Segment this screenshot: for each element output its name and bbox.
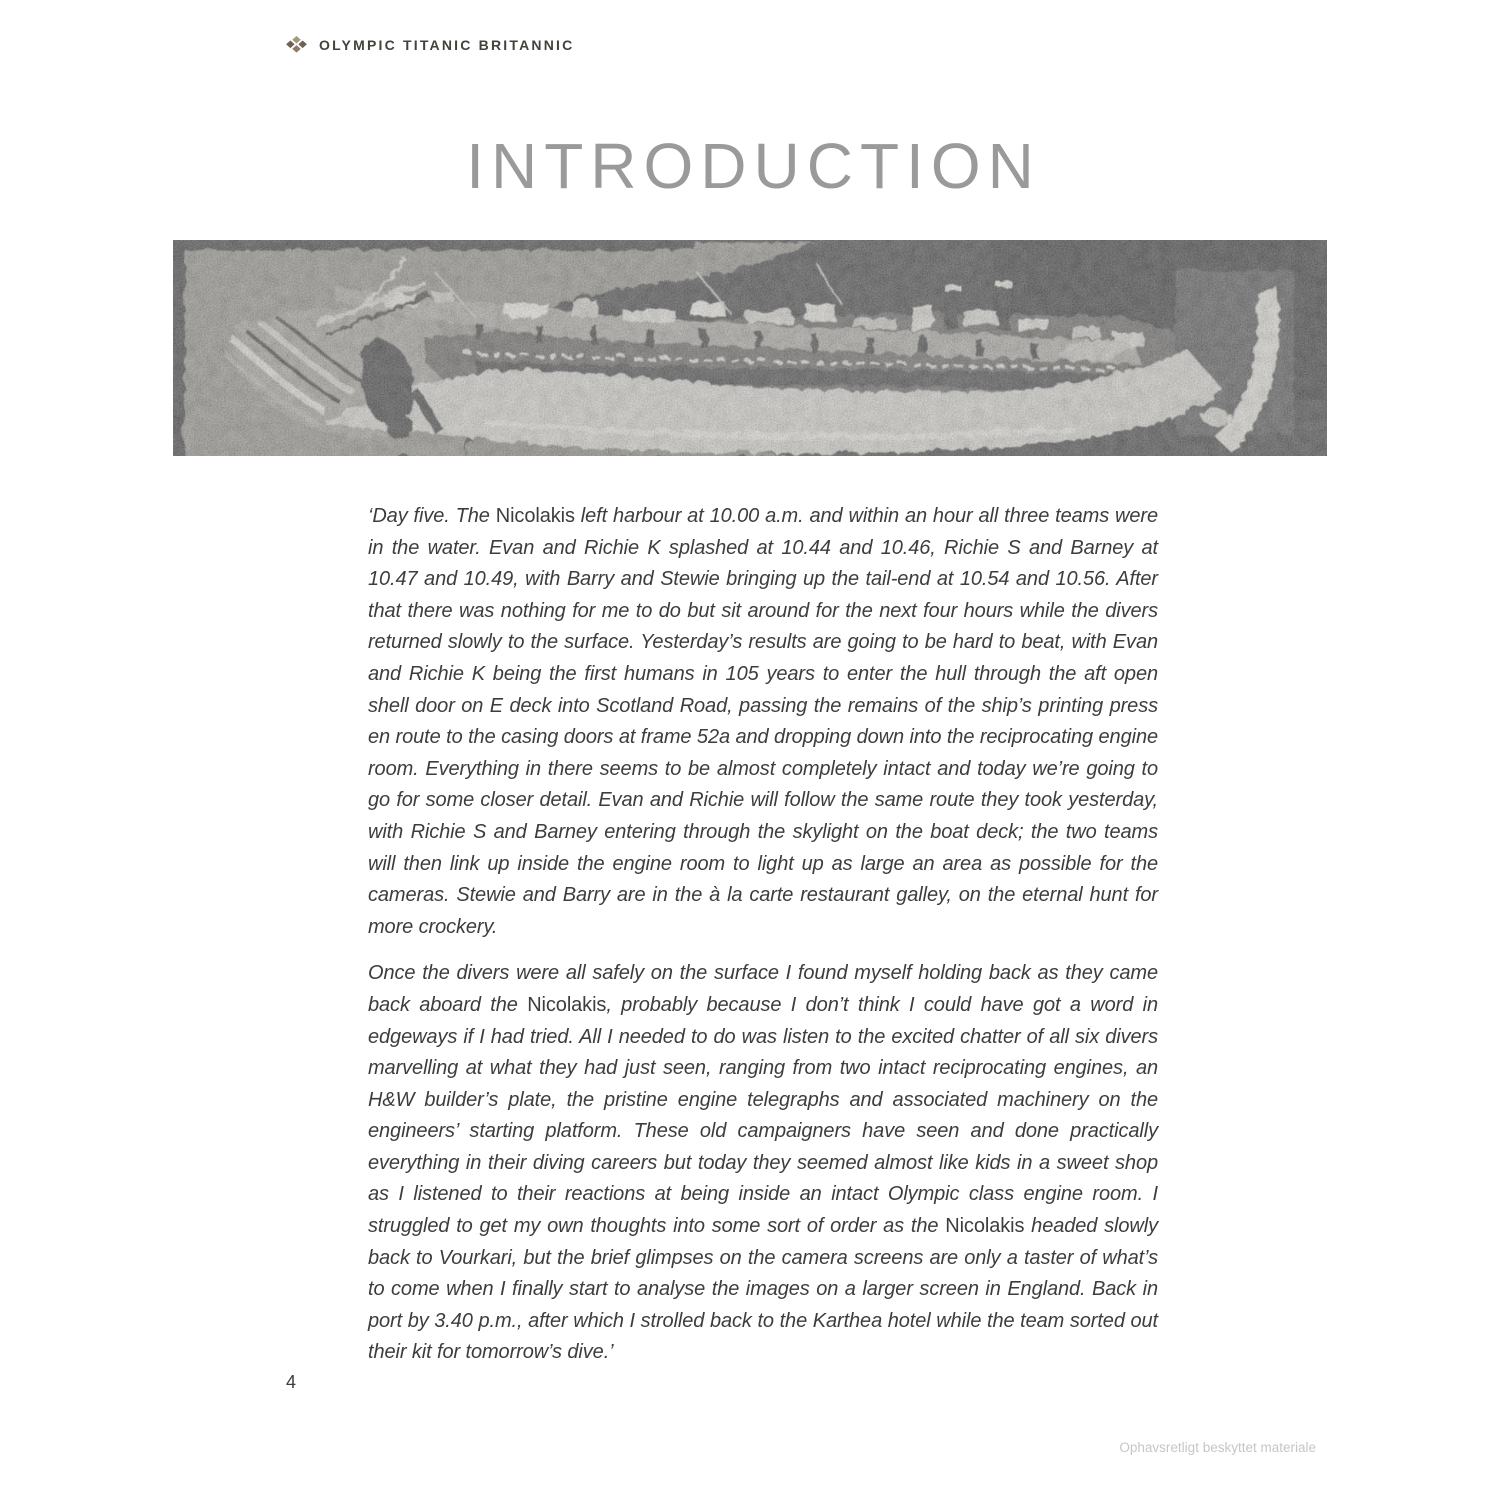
body-text — [368, 501, 1158, 1384]
page-number: 4 — [286, 1372, 297, 1392]
running-header — [285, 36, 574, 53]
page-title: INTRODUCTION — [466, 130, 1041, 202]
running-header-title: OLYMPIC TITANIC BRITANNIC — [319, 36, 575, 53]
paragraph: ‘Day five. The Nicolakis left harbour at 10.00 a.m. and within an hour all three teams were in the water. Evan and Richie K splashed at 10.44 and 10.46, Richie S and Barney at 10.47 and 10.49, with Barry and Stewie bringing up the tail-end at 10.54 and 10.56. After that there was nothing for me to do but sit around for the next four hours while the divers returned slowly to the surface. Yesterday’s results are going to be hard to beat, with Evan and Richie K being the first humans in 105 years to enter the hull through the aft open shell door on E deck into Scotland Road, passing the remains of the ship’s printing press en route to the casing doors at frame 52a and dropping down into the reciprocating engine room. Everything in there seems to be almost completely intact and today we’re going to go for some closer detail. Evan and Richie will follow the same route they took yesterday, with Richie S and Barney entering through the skylight on the boat deck; the two teams will then link up inside the engine room to light up as large an area as possible for the cameras. Stewie and Barry are in the à la carte restaurant galley, on the eternal hunt for more crockery. — [368, 505, 1158, 938]
shipwreck-sonar-image — [173, 240, 1327, 456]
diamond-ornament-icon — [285, 36, 308, 53]
copyright-notice: Ophavsretligt beskyttet materiale — [1119, 1440, 1316, 1455]
paragraph: Once the divers were all safely on the surface I found myself holding back as they came back aboard the Nicolakis, probably because I don’t think I could have got a word in edgeways if I had tried. All I needed to do was listen to the excited chatter of all six divers marvelling at what they had just seen, ranging from two intact reciprocating engines, an H&W builder’s plate, the pristine engine telegraphs and associated machinery on the engineers’ starting platform. These old campaigners have seen and done practically everything in their diving careers but today they seemed almost like kids in a sweet shop as I listened to their reactions at being inside an intact Olympic class engine room. I struggled to get my own thoughts into some sort of order as the Nicolakis headed slowly back to Vourkari, but the brief glimpses on the camera screens are only a taster of what’s to come when I finally start to analyse the images on a larger screen in England. Back in port by 3.40 p.m., after which I strolled back to the Karthea hotel while the team sorted out their kit for tomorrow’s dive.’ — [368, 962, 1158, 1364]
